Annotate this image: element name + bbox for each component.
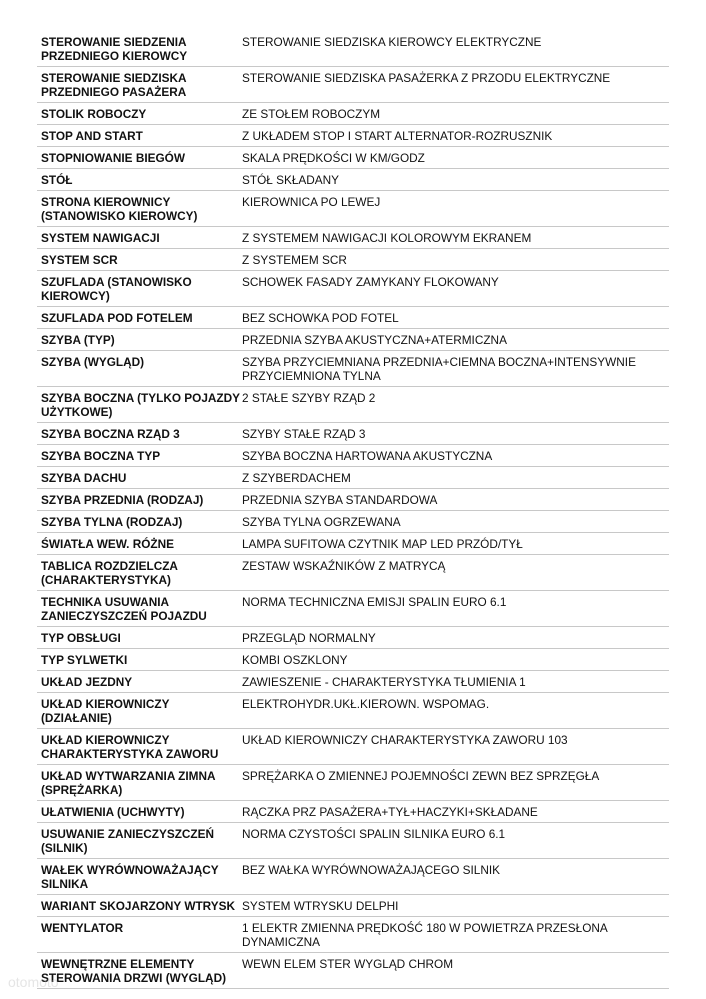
spec-row — [37, 801, 669, 823]
spec-row — [37, 917, 669, 953]
spec-value: Z UKŁADEM STOP I START ALTERNATOR-ROZRUSZNIK — [242, 129, 553, 143]
spec-row — [37, 765, 669, 801]
spec-row — [37, 693, 669, 729]
spec-value: ZAWIESZENIE - CHARAKTERYSTYKA TŁUMIENIA 1 — [242, 675, 526, 689]
spec-label: USUWANIE ZANIECZYSZCZEŃ (SILNIK) — [41, 827, 215, 855]
spec-label: ŚWIATŁA WEW. RÓŻNE — [41, 537, 175, 551]
spec-table — [37, 33, 669, 989]
spec-row — [37, 423, 669, 445]
spec-value: LAMPA SUFITOWA CZYTNIK MAP LED PRZÓD/TYŁ — [242, 537, 523, 551]
spec-row — [37, 103, 669, 125]
spec-row — [37, 249, 669, 271]
spec-row — [37, 533, 669, 555]
spec-row — [37, 729, 669, 765]
spec-row — [37, 649, 669, 671]
spec-value: SZYBA TYLNA OGRZEWANA — [242, 515, 401, 529]
spec-label: SZYBA (TYP) — [41, 333, 115, 347]
spec-value: PRZEDNIA SZYBA AKUSTYCZNA+ATERMICZNA — [242, 333, 507, 347]
spec-row — [37, 67, 669, 103]
spec-row — [37, 591, 669, 627]
spec-row — [37, 191, 669, 227]
spec-value: ZESTAW WSKAŹNIKÓW Z MATRYCĄ — [242, 559, 446, 573]
spec-label: SZYBA PRZEDNIA (RODZAJ) — [41, 493, 204, 507]
spec-label: SZUFLADA POD FOTELEM — [41, 311, 193, 325]
spec-row — [37, 307, 669, 329]
spec-value: ZE STOŁEM ROBOCZYM — [242, 107, 381, 121]
spec-row — [37, 467, 669, 489]
spec-value: BEZ WAŁKA WYRÓWNOWAŻAJĄCEGO SILNIK — [242, 863, 501, 877]
spec-value: NORMA CZYSTOŚCI SPALIN SILNIKA EURO 6.1 — [242, 827, 506, 841]
spec-row — [37, 671, 669, 693]
spec-row — [37, 895, 669, 917]
spec-label: WEWNĘTRZNE ELEMENTY STEROWANIA DRZWI (WYGLĄD) — [41, 957, 227, 985]
spec-label: SZUFLADA (STANOWISKO KIEROWCY) — [41, 275, 192, 303]
watermark-logo: otomoto — [8, 974, 59, 990]
spec-row — [37, 627, 669, 649]
spec-row — [37, 329, 669, 351]
spec-label: STÓŁ — [41, 173, 73, 187]
spec-row — [37, 227, 669, 249]
spec-value: UKŁAD KIEROWNICZY CHARAKTERYSTYKA ZAWORU 103 — [242, 733, 568, 747]
spec-value: SZYBY STAŁE RZĄD 3 — [242, 427, 366, 441]
spec-label: WARIANT SKOJARZONY WTRYSK — [41, 899, 235, 913]
spec-value: SCHOWEK FASADY ZAMYKANY FLOKOWANY — [242, 275, 499, 289]
spec-label: WENTYLATOR — [41, 921, 124, 935]
spec-label: SYSTEM NAWIGACJI — [41, 231, 160, 245]
spec-label: SZYBA TYLNA (RODZAJ) — [41, 515, 183, 529]
spec-value: WEWN ELEM STER WYGLĄD CHROM — [242, 957, 454, 971]
spec-label: WAŁEK WYRÓWNOWAŻAJĄCY SILNIKA — [41, 863, 219, 891]
spec-row — [37, 511, 669, 533]
spec-value: SPRĘŻARKA O ZMIENNEJ POJEMNOŚCI ZEWN BEZ SPRZĘGŁA — [242, 769, 600, 783]
spec-label: SYSTEM SCR — [41, 253, 118, 267]
spec-value: PRZEDNIA SZYBA STANDARDOWA — [242, 493, 438, 507]
spec-value: SZYBA PRZYCIEMNIANA PRZEDNIA+CIEMNA BOCZNA+INTENSYWNIE PRZYCIEMNIONA TYLNA — [242, 355, 636, 383]
spec-label: TYP OBSŁUGI — [41, 631, 121, 645]
spec-label: STRONA KIEROWNICY (STANOWISKO KIEROWCY) — [41, 195, 198, 223]
spec-value: PRZEGLĄD NORMALNY — [242, 631, 376, 645]
spec-value: SZYBA BOCZNA HARTOWANA AKUSTYCZNA — [242, 449, 493, 463]
spec-row — [37, 489, 669, 511]
spec-value: KOMBI OSZKLONY — [242, 653, 348, 667]
spec-value: SKALA PRĘDKOŚCI W KM/GODZ — [242, 151, 425, 165]
spec-label: SZYBA (WYGLĄD) — [41, 355, 145, 369]
spec-row — [37, 125, 669, 147]
spec-label: SZYBA BOCZNA (TYLKO POJAZDY UŻYTKOWE) — [41, 391, 240, 419]
spec-value: ELEKTROHYDR.UKŁ.KIEROWN. WSPOMAG. — [242, 697, 490, 711]
spec-label: STOLIK ROBOCZY — [41, 107, 147, 121]
spec-label: STOPNIOWANIE BIEGÓW — [41, 151, 185, 165]
spec-label: TECHNIKA USUWANIA ZANIECZYSZCZEŃ POJAZDU — [41, 595, 207, 623]
spec-row — [37, 271, 669, 307]
spec-label: UKŁAD KIEROWNICZY (DZIAŁANIE) — [41, 697, 170, 725]
spec-row — [37, 33, 669, 67]
spec-value: BEZ SCHOWKA POD FOTEL — [242, 311, 399, 325]
spec-row — [37, 445, 669, 467]
spec-row — [37, 953, 669, 989]
spec-row — [37, 555, 669, 591]
spec-label: SZYBA BOCZNA RZĄD 3 — [41, 427, 180, 441]
spec-label: SZYBA BOCZNA TYP — [41, 449, 161, 463]
spec-value: Z SYSTEMEM SCR — [242, 253, 347, 267]
spec-label: UŁATWIENIA (UCHWYTY) — [41, 805, 185, 819]
spec-row — [37, 387, 669, 423]
spec-value: Z SYSTEMEM NAWIGACJI KOLOROWYM EKRANEM — [242, 231, 532, 245]
spec-row — [37, 823, 669, 859]
spec-label: UKŁAD WYTWARZANIA ZIMNA (SPRĘŻARKA) — [41, 769, 216, 797]
spec-label: STEROWANIE SIEDZISKA PRZEDNIEGO PASAŻERA — [41, 71, 187, 99]
spec-label: UKŁAD JEZDNY — [41, 675, 133, 689]
spec-row — [37, 859, 669, 895]
spec-label: TABLICA ROZDZIELCZA (CHARAKTERYSTYKA) — [41, 559, 178, 587]
spec-label: STOP AND START — [41, 129, 143, 143]
spec-label: UKŁAD KIEROWNICZY CHARAKTERYSTYKA ZAWORU — [41, 733, 219, 761]
spec-row — [37, 147, 669, 169]
spec-value: STEROWANIE SIEDZISKA KIEROWCY ELEKTRYCZNE — [242, 35, 542, 49]
spec-value: Z SZYBERDACHEM — [242, 471, 351, 485]
spec-value: KIEROWNICA PO LEWEJ — [242, 195, 381, 209]
spec-row — [37, 169, 669, 191]
spec-value: RĄCZKA PRZ PASAŻERA+TYŁ+HACZYKI+SKŁADANE — [242, 805, 538, 819]
spec-label: SZYBA DACHU — [41, 471, 127, 485]
spec-row — [37, 351, 669, 387]
spec-value: 2 STAŁE SZYBY RZĄD 2 — [242, 391, 376, 405]
spec-value: STEROWANIE SIEDZISKA PASAŻERKA Z PRZODU ELEKTRYCZNE — [242, 71, 611, 85]
spec-value: 1 ELEKTR ZMIENNA PRĘDKOŚĆ 180 W POWIETRZA PRZESŁONA DYNAMICZNA — [242, 921, 608, 949]
spec-value: SYSTEM WTRYSKU DELPHI — [242, 899, 399, 913]
spec-value: STÓŁ SKŁADANY — [242, 173, 340, 187]
spec-value: NORMA TECHNICZNA EMISJI SPALIN EURO 6.1 — [242, 595, 507, 609]
spec-label: STEROWANIE SIEDZENIA PRZEDNIEGO KIEROWCY — [41, 35, 188, 63]
spec-label: TYP SYLWETKI — [41, 653, 128, 667]
